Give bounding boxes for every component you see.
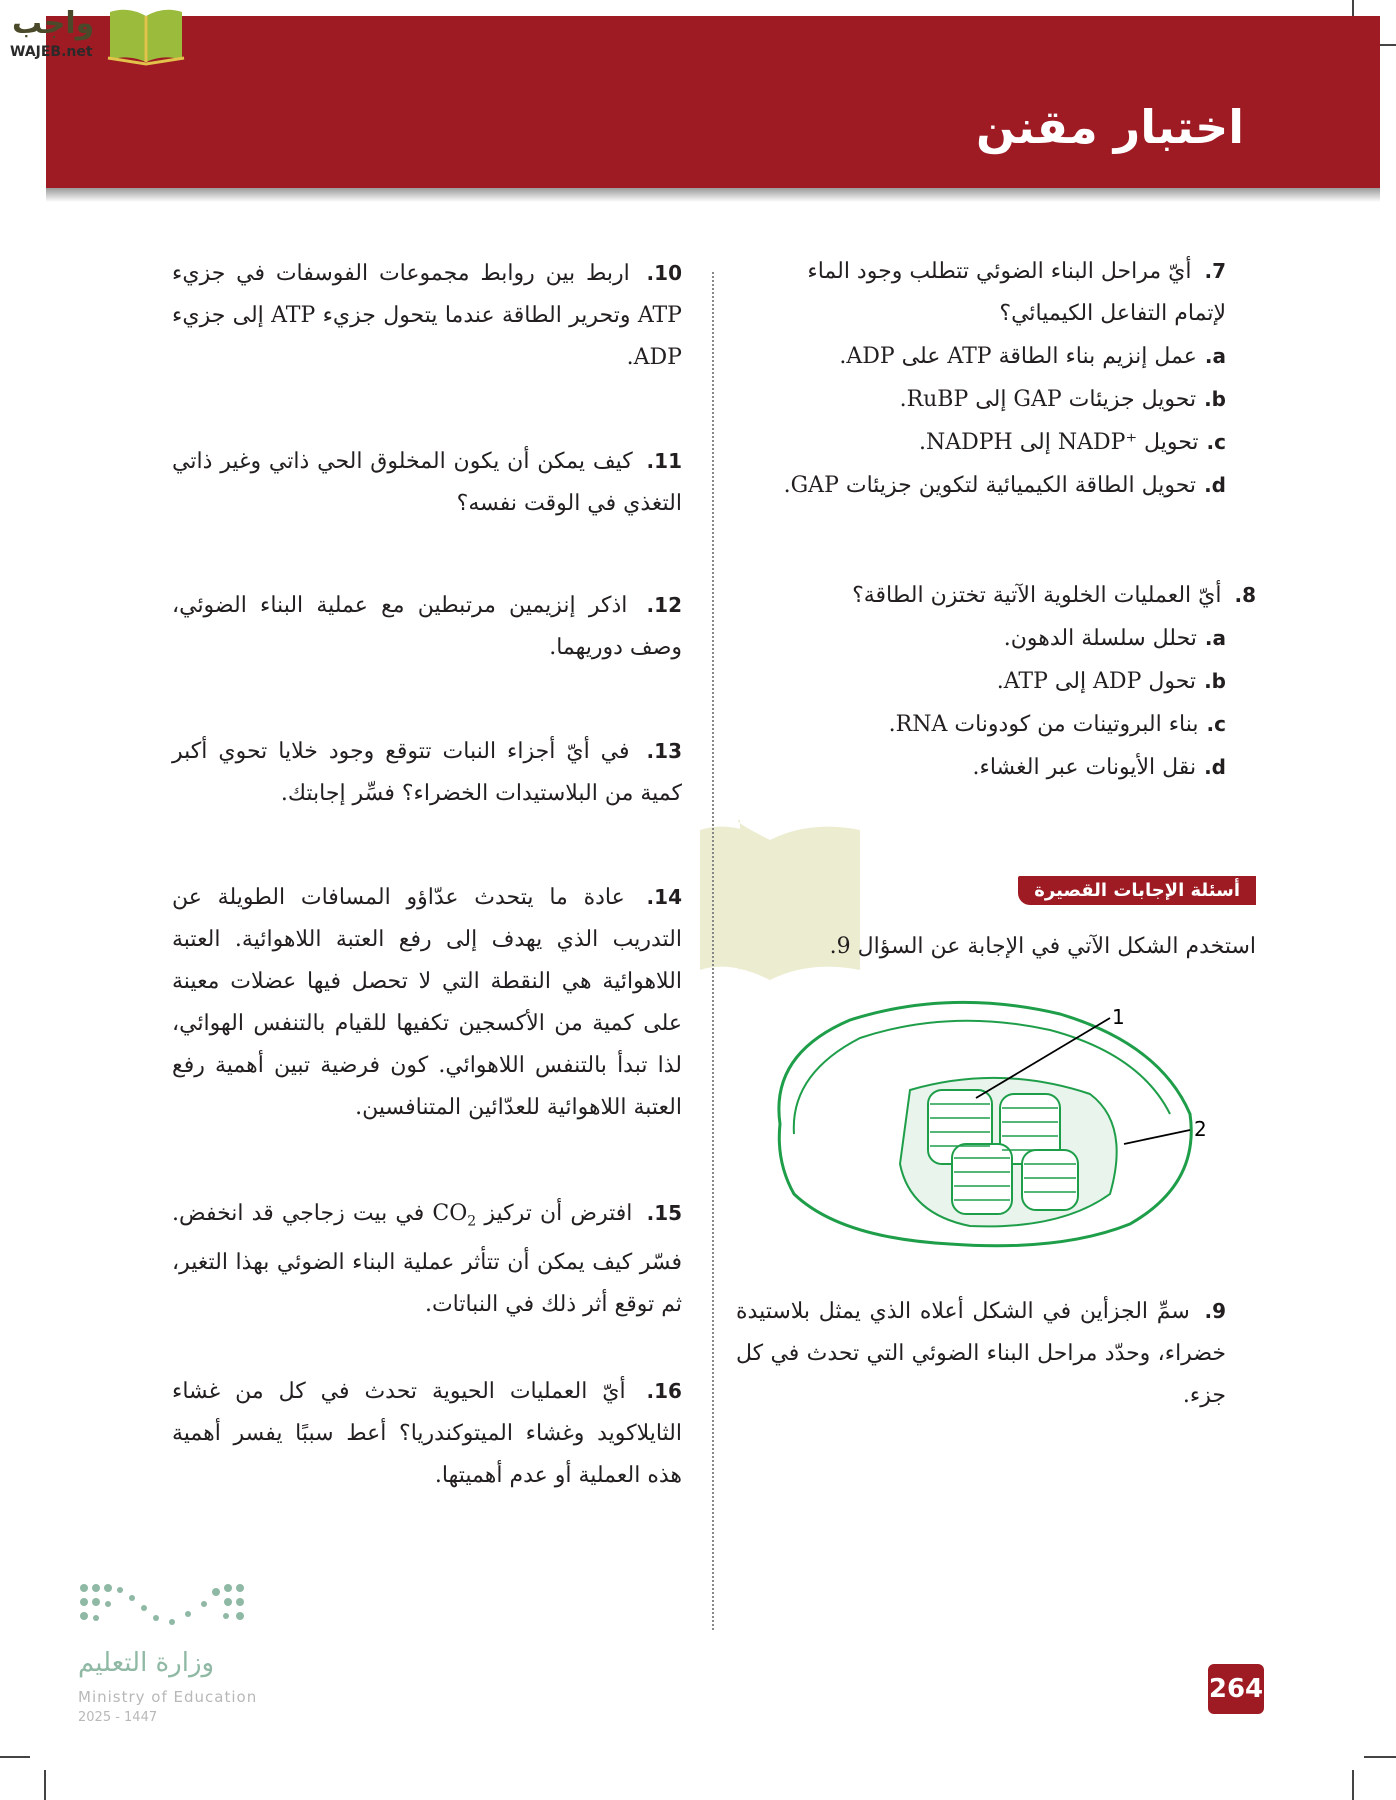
header-shadow bbox=[46, 188, 1380, 202]
question-number: 14. bbox=[646, 885, 682, 909]
section-badge: أسئلة الإجابات القصيرة bbox=[1018, 876, 1256, 905]
crop-mark bbox=[44, 1770, 46, 1800]
question-7 bbox=[756, 250, 1226, 507]
question-number: 13. bbox=[646, 739, 682, 763]
option-c: c.تحويل ⁺NADP إلى NADPH. bbox=[918, 430, 1226, 455]
question-text-b: في بيت زجاجي قد انخفض. فسّر كيف يمكن أن تتأثر عملية البناء الضوئي بهذا التغير، ثم توقع أثر ذلك في النباتات. bbox=[172, 1201, 682, 1318]
page-number: 264 bbox=[1208, 1664, 1264, 1714]
question-text: عادة ما يتحدث عدّاؤو المسافات الطويلة عن التدريب الذي يهدف إلى رفع العتبة اللاهوائية. العتبة اللاهوائية هي النقطة التي لا تحصل فيها عضلات معينة على كمية من الأكسجين تكفيها للقيام بالتنفس الهوائي، لذا تبدأ بالتنفس اللاهوائي. كون فرضية تبين أهمية رفع العتبة اللاهوائية للعدّائين المتنافسين. bbox=[172, 885, 682, 1120]
ministry-logo-icon bbox=[76, 1578, 252, 1642]
question-number: 16. bbox=[646, 1379, 682, 1403]
question-text: أيّ العمليات الخلوية الآتية تختزن الطاقة؟ bbox=[852, 583, 1222, 608]
question-10 bbox=[172, 252, 682, 379]
question-13 bbox=[172, 730, 682, 815]
option-c: c.بناء البروتينات من كودونات RNA. bbox=[888, 712, 1226, 737]
question-number: 10. bbox=[646, 261, 682, 285]
option-b: b.تحويل جزيئات GAP إلى RuBP. bbox=[899, 387, 1226, 412]
question-9 bbox=[736, 1290, 1226, 1417]
option-b: b.تحول ADP إلى ATP. bbox=[996, 669, 1226, 694]
question-14 bbox=[172, 876, 682, 1129]
option-a: a.تحلل سلسلة الدهون. bbox=[1003, 626, 1226, 651]
figure-intro: استخدم الشكل الآتي في الإجابة عن السؤال 9. bbox=[829, 934, 1256, 959]
question-text: اذكر إنزيمين مرتبطين مع عملية البناء الضوئي، وصف دوريهما. bbox=[172, 593, 682, 660]
question-number: 7. bbox=[1204, 259, 1226, 283]
question-15 bbox=[172, 1192, 682, 1326]
page-title: اختبار مقنن bbox=[975, 100, 1244, 154]
logo-latin: WAJEB.net bbox=[10, 44, 93, 60]
chloroplast-figure bbox=[760, 994, 1220, 1248]
question-number: 11. bbox=[646, 449, 682, 473]
column-divider bbox=[712, 272, 714, 1630]
crop-mark bbox=[0, 1756, 30, 1758]
option-d: d.تحويل الطاقة الكيميائية لتكوين جزيئات GAP. bbox=[783, 473, 1226, 498]
crop-mark bbox=[1352, 1770, 1354, 1800]
question-number: 15. bbox=[646, 1201, 683, 1225]
option-d: d.نقل الأيونات عبر الغشاء. bbox=[972, 755, 1226, 780]
question-16 bbox=[172, 1370, 682, 1497]
co2-formula: $CO_2$ bbox=[432, 1201, 477, 1230]
question-text: سمِّ الجزأين في الشكل أعلاه الذي يمثل بلاستيدة خضراء، وحدّد مراحل البناء الضوئي التي تحدث في كل جزء. bbox=[736, 1299, 1226, 1408]
question-11 bbox=[172, 440, 682, 525]
question-number: 9. bbox=[1204, 1299, 1226, 1323]
question-text: في أيّ أجزاء النبات تتوقع وجود خلايا تحوي أكبر كمية من البلاستيدات الخضراء؟ فسِّر إجابتك. bbox=[172, 739, 682, 806]
option-a: a.عمل إنزيم بناء الطاقة ATP على ADP. bbox=[839, 344, 1226, 369]
question-text: اربط بين روابط مجموعات الفوسفات في جزيء ATP وتحرير الطاقة عندما يتحول جزيء ATP إلى جزيء ADP. bbox=[172, 261, 682, 370]
question-8 bbox=[756, 574, 1256, 789]
crop-mark bbox=[1364, 1756, 1396, 1758]
ministry-name-english: Ministry of Education bbox=[78, 1688, 258, 1706]
question-text-a: افترض أن تركيز bbox=[484, 1201, 633, 1226]
logo-arabic: واجب bbox=[12, 6, 95, 41]
ministry-year: 2025 - 1447 bbox=[78, 1710, 158, 1725]
figure-label-1: 1 bbox=[1112, 1005, 1125, 1029]
question-text: كيف يمكن أن يكون المخلوق الحي ذاتي وغير ذاتي التغذي في الوقت نفسه؟ bbox=[172, 449, 682, 516]
question-12 bbox=[172, 584, 682, 669]
ministry-name-arabic: وزارة التعليم bbox=[78, 1648, 215, 1678]
question-number: 8. bbox=[1234, 583, 1256, 607]
question-text: أيّ مراحل البناء الضوئي تتطلب وجود الماء لإتمام التفاعل الكيميائي؟ bbox=[807, 259, 1226, 326]
question-text: أيّ العمليات الحيوية تحدث في كل من غشاء الثايلاكويد وغشاء الميتوكندريا؟ أعط سببًا يفسر أهمية هذه العملية أو عدم أهميتها. bbox=[172, 1379, 682, 1488]
figure-label-2: 2 bbox=[1194, 1117, 1207, 1141]
book-logo-icon bbox=[104, 4, 188, 66]
question-number: 12. bbox=[646, 593, 682, 617]
